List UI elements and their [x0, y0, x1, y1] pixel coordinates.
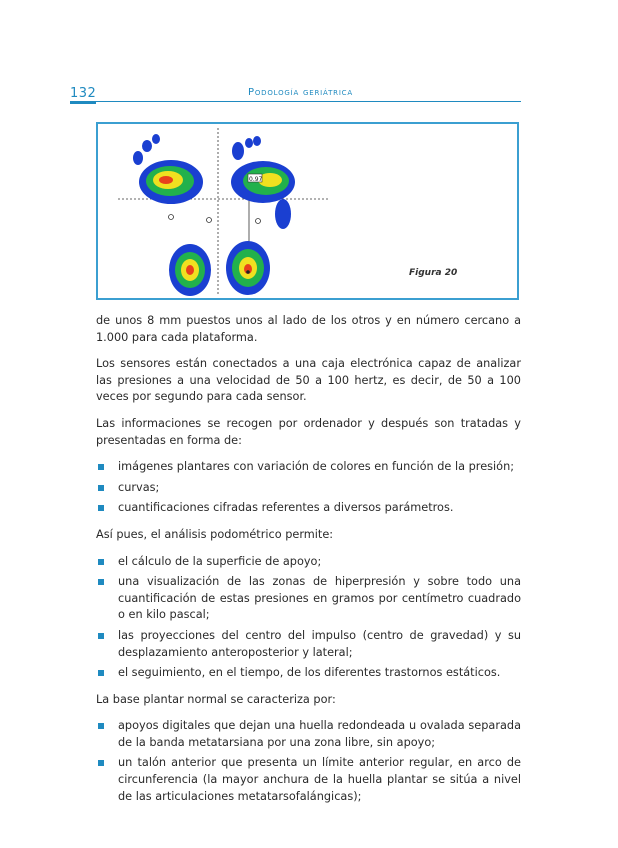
list-item — [96, 459, 521, 476]
list-item — [96, 755, 521, 805]
paragraph: Las informaciones se recogen por ordenador y después son tratadas y presentadas en forma de: — [96, 416, 521, 447]
list-item-text: curvas; — [118, 480, 160, 494]
list-item-text: imágenes plantares con variación de colores en función de la presión; — [118, 460, 515, 474]
bullet-list — [96, 718, 521, 805]
list-item-text: apoyos digitales que dejan una huella redondeada u ovalada separada de la banda metatarsiana por una zona libre, sin apoyo; — [118, 719, 521, 749]
pressure-map-image — [98, 124, 521, 302]
paragraph: Así pues, el análisis podométrico permite: — [96, 527, 334, 541]
list-item-text: las proyecciones del centro del impulso (centro de gravedad) y su desplazamiento anteroposterior y lateral; — [118, 628, 521, 659]
square-bullet-icon — [98, 464, 104, 470]
square-bullet-icon — [98, 633, 104, 639]
list-item — [96, 500, 521, 517]
list-item-text: una visualización de las zonas de hiperpresión y sobre todo una cuantificación de estas presiones en gramos por centímetro cuadrado o en kilo pascal; — [118, 575, 521, 622]
square-bullet-icon — [98, 760, 104, 766]
list-item-text: el cálculo de la superficie de apoyo; — [118, 554, 322, 568]
list-item — [96, 628, 521, 661]
list-item — [96, 574, 521, 624]
paragraph: Los sensores están conectados a una caja electrónica capaz de analizar las presiones a una velocidad de 50 a 100 hertz, es decir, de 50 a 100 veces por segundo para cada sensor. — [96, 357, 521, 404]
list-item — [96, 718, 521, 751]
header-rule — [96, 101, 521, 102]
page-number-underline — [70, 101, 96, 104]
body-text — [96, 313, 521, 815]
bullet-list — [96, 459, 521, 517]
list-item — [96, 554, 521, 571]
figure-caption: Figura 20 — [409, 268, 458, 278]
list-item-text: un talón anterior que presenta un límite anterior regular, en arco de circunferencia (la mayor anchura de la huella plantar se sitúa a nivel de las articulaciones metatarsofalángicas); — [118, 756, 521, 803]
pressure-marker-label: 0.97 — [249, 176, 263, 183]
list-item-text: el seguimiento, en el tiempo, de los diferentes trastornos estáticos. — [118, 666, 501, 680]
square-bullet-icon — [98, 670, 104, 676]
square-bullet-icon — [98, 723, 104, 729]
list-item — [96, 665, 521, 682]
paragraph: La base plantar normal se caracteriza por: — [96, 692, 336, 706]
list-item-text: cuantificaciones cifradas referentes a diversos parámetros. — [118, 501, 454, 515]
page-number: 132 — [70, 86, 97, 101]
paragraph: de unos 8 mm puestos unos al lado de los otros y en número cercano a 1.000 para cada plataforma. — [96, 314, 521, 344]
list-item — [96, 480, 521, 497]
square-bullet-icon — [98, 505, 104, 511]
square-bullet-icon — [98, 579, 104, 585]
footprint-figure — [96, 122, 519, 300]
square-bullet-icon — [98, 485, 104, 491]
running-title: Podología geriátrica — [248, 87, 353, 98]
square-bullet-icon — [98, 559, 104, 565]
bullet-list — [96, 554, 521, 682]
